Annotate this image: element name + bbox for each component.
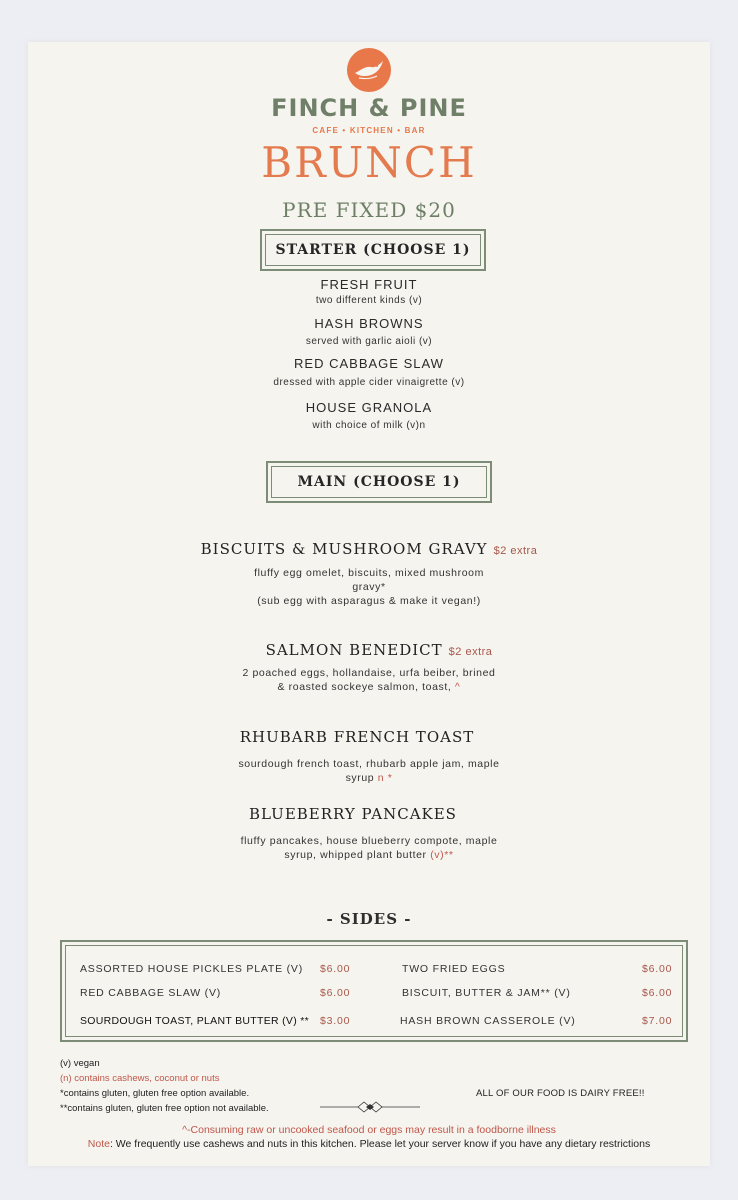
main-item-name: RHUBARB FRENCH TOAST [239,728,475,746]
sides-inner [65,945,683,1037]
prefixed-price: PRE FIXED $20 [282,198,456,222]
starter-item-name: HASH BROWNS [314,316,424,331]
starter-item-name: RED CABBAGE SLAW [294,356,444,371]
desc-line: & roasted sockeye salmon, toast, [277,681,452,693]
allergen-mark: n * [377,772,393,784]
note-label: Note [87,1138,110,1150]
menu-page [28,42,710,1166]
side-item-price: $6.00 [320,987,351,999]
side-item-price: $6.00 [320,963,351,975]
raw-mark: ^ [454,681,461,693]
legend-gf2: **contains gluten, gluten free option not available. [60,1103,269,1114]
dairy-free-note: ALL OF OUR FOOD IS DAIRY FREE!! [476,1088,645,1099]
starter-item-desc: two different kinds (v) [315,295,423,306]
raw-warning: ^-Consuming raw or uncooked seafood or eggs may result in a foodborne illness [182,1124,556,1136]
side-item-name: TWO FRIED EGGS [402,963,506,975]
desc-line: (sub egg with asparagus & make it vegan!) [257,595,481,607]
main-item-name: BLUEBERRY PANCAKES [249,805,457,823]
desc-line: syrup, whipped plant butter [284,849,427,861]
main-item-title: BISCUITS & MUSHROOM GRAVY [200,540,488,558]
brand-tagline: CAFE • KITCHEN • BAR [312,126,426,135]
legend-gf1: *contains gluten, gluten free option available. [60,1088,250,1099]
desc-line: 2 poached eggs, hollandaise, urfa beiber, brined [242,667,496,679]
extra-price: $2 extra [448,646,493,658]
starter-item-desc: with choice of milk (v)n [312,420,426,431]
main-heading-box [266,461,492,503]
starter-heading-box [260,229,486,271]
starter-item-name: HOUSE GRANOLA [305,400,433,415]
desc-line: gravy* [352,581,386,593]
side-item-price: $6.00 [642,987,673,999]
side-item-price: $7.00 [642,1015,673,1027]
side-item-name: RED CABBAGE SLAW (V) [80,987,222,999]
starter-item-name: FRESH FRUIT [320,277,418,292]
page-title: BRUNCH [261,138,477,187]
allergen-mark: (v)** [430,849,454,861]
diamond-divider-icon [320,1100,420,1114]
main-item-desc [28,834,710,862]
starter-heading: STARTER (CHOOSE 1) [265,234,481,266]
desc-line: sourdough french toast, rhubarb apple jam, maple [238,758,500,770]
main-item-name [28,540,710,558]
sides-heading: - SIDES - [326,910,412,928]
starter-item-desc: dressed with apple cider vinaigrette (v) [273,377,465,388]
bird-logo-icon [347,48,391,92]
legend-nuts: (n) contains cashews, coconut or nuts [60,1073,220,1084]
main-heading: MAIN (CHOOSE 1) [271,466,487,498]
sides-box [60,940,688,1042]
side-item-price: $6.00 [642,963,673,975]
side-item-price: $3.00 [320,1015,351,1027]
note-text: : We frequently use cashews and nuts in this kitchen. Please let your server know if you have any dietary restrictions [109,1138,651,1150]
side-item-name: BISCUIT, BUTTER & JAM** (V) [402,987,571,999]
main-item-desc [229,566,509,608]
desc-line: fluffy egg omelet, biscuits, mixed mushroom [254,567,484,579]
side-item-name: HASH BROWN CASSEROLE (V) [400,1015,576,1027]
side-item-name: SOURDOUGH TOAST, PLANT BUTTER (V) ** [80,1015,310,1027]
main-item-title: SALMON BENEDICT [265,641,443,659]
side-item-name: ASSORTED HOUSE PICKLES PLATE (V) [80,963,304,975]
desc-line: syrup [345,772,375,784]
brand-name: FINCH & PINE [271,94,467,122]
main-item-name [38,641,720,659]
main-item-desc [28,757,710,785]
desc-line: fluffy pancakes, house blueberry compote, maple [240,835,498,847]
main-item-desc [28,666,710,694]
legend-vegan: (v) vegan [60,1058,100,1069]
kitchen-note [28,1138,710,1150]
extra-price: $2 extra [493,545,538,557]
starter-item-desc: served with garlic aioli (v) [305,336,433,347]
